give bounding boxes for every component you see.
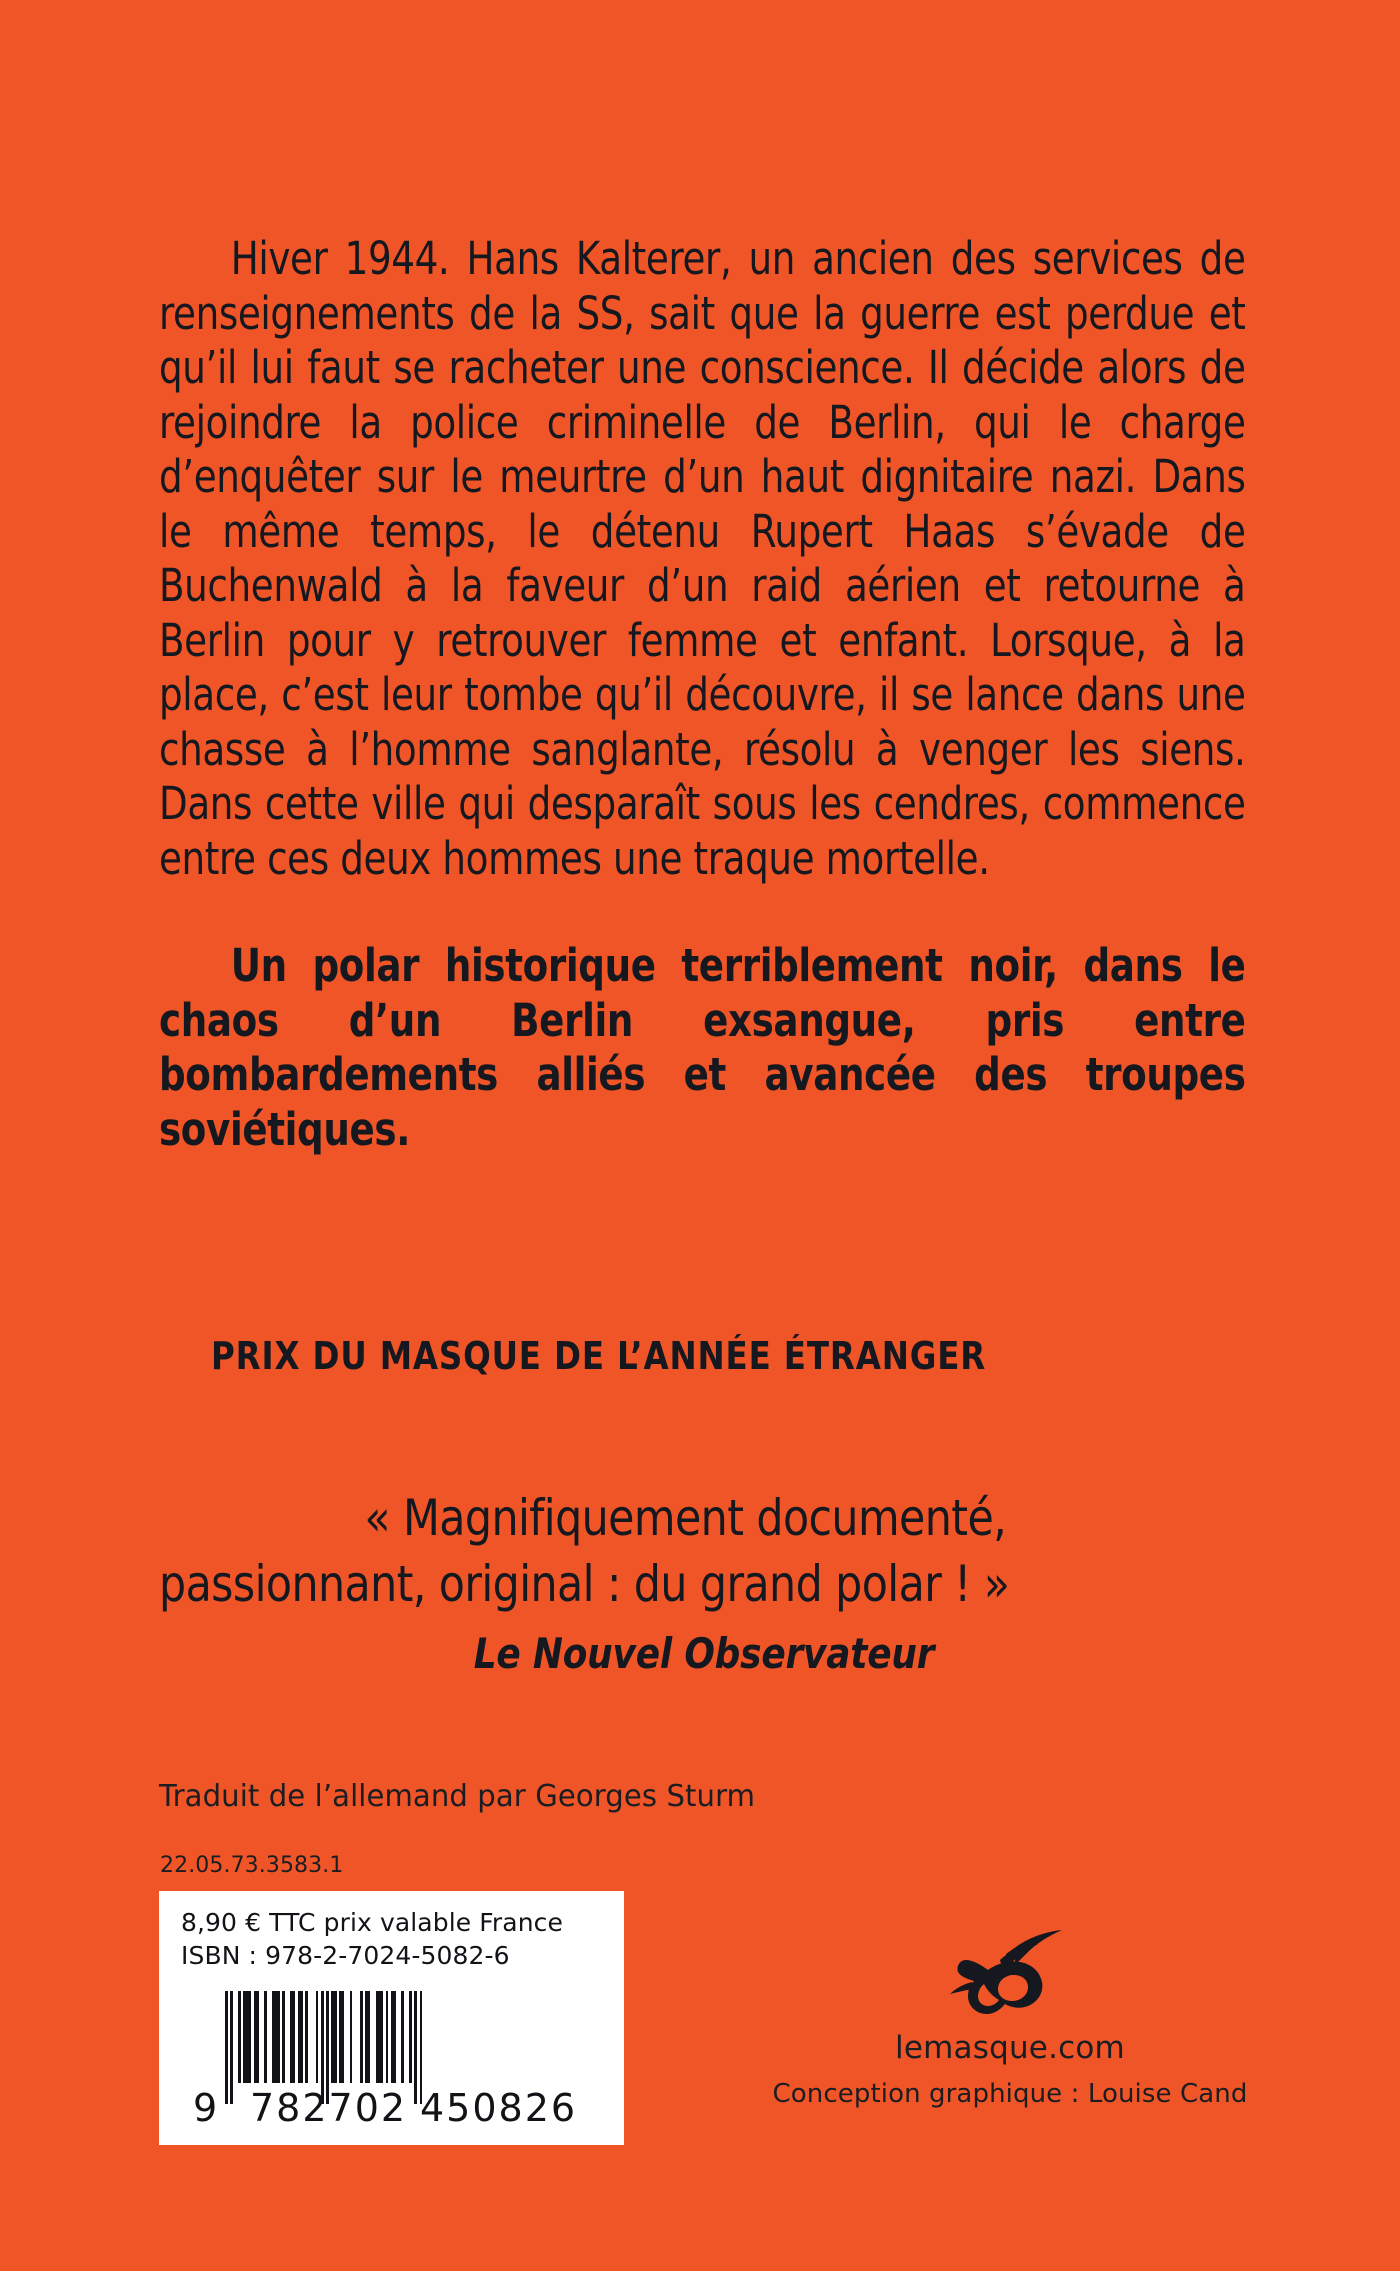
design-credit: Conception graphique : Louise Cand <box>772 2079 1248 2109</box>
press-quote-block <box>159 1485 1249 1678</box>
translator-credit: Traduit de l’allemand par Georges Sturm <box>159 1779 756 1814</box>
synopsis-paragraph: Hiver 1944. Hans Kalterer, un ancien des services de renseignements de la SS, sait que la guerre est perdue et qu’il lui faut se racheter une conscience. Il décide alors de rejoindre la police criminelle de Berlin, qui le charge d’enquêter sur le meurtre d’un haut dignitaire nazi. Dans le même temps, le détenu Rupert Haas s’évade de Buchenwald à la faveur d’un raid aérien et retourne à Berlin pour y retrouver femme et enfant. Lorsque, à la place, c’est leur tombe qu’il découvre, il se lance dans une chasse à l’homme sanglante, résolu à venger les siens. Dans cette ville qui desparaît sous les cendres, commence entre ces deux hommes une traque mortelle. <box>159 232 1246 885</box>
barcode-digits-right: 450826 <box>420 2086 578 2130</box>
barcode-digit-lead: 9 <box>193 2086 220 2130</box>
barcode-isbn-line: ISBN : 978-2-7024-5082-6 <box>181 1941 510 1970</box>
barcode-digits-left: 782702 <box>250 2086 408 2130</box>
venetian-mask-icon <box>950 1930 1070 2026</box>
reference-code: 22.05.73.3583.1 <box>160 1853 344 1878</box>
press-quote-line-2: passionnant, original : du grand polar ! » <box>159 1555 1010 1613</box>
barcode-digits <box>185 2083 600 2130</box>
barcode-bars <box>225 1991 422 2083</box>
publisher-website[interactable]: lemasque.com <box>895 2030 1125 2066</box>
press-quote-source: Le Nouvel Observateur <box>473 1629 935 1678</box>
publisher-block <box>760 1930 1260 2109</box>
pitch-paragraph: Un polar historique terriblement noir, dans le chaos d’un Berlin exsangue, pris entre bombardements alliés et avancée des troupes soviétiques. <box>159 939 1246 1156</box>
barcode-price-line: 8,90 € TTC prix valable France <box>181 1908 563 1937</box>
barcode-panel <box>159 1891 624 2145</box>
press-quote-line-1: « Magnifiquement documenté, <box>364 1489 1007 1547</box>
prize-line: PRIX DU MASQUE DE L’ANNÉE ÉTRANGER <box>211 1334 987 1378</box>
copy-block <box>159 232 1246 1157</box>
ean13-barcode <box>185 1991 600 2131</box>
